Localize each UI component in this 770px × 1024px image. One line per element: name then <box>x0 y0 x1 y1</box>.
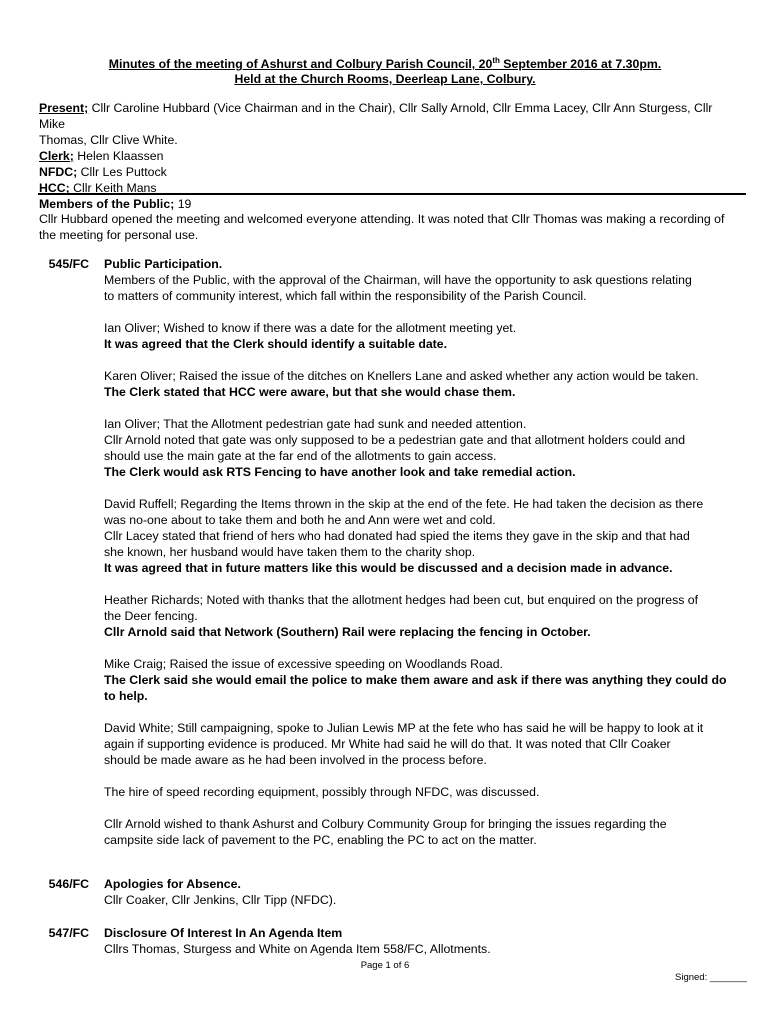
present-label: Present; <box>39 101 89 115</box>
paragraph-cllr-arnold-thanks <box>104 816 744 848</box>
text-line: campsite side lack of pavement to the PC, enabling the PC to act on the matter. <box>104 833 537 847</box>
header-divider <box>38 193 746 195</box>
text-line: to matters of community interest, which fall within the responsibility of the Parish Council. <box>104 289 587 303</box>
intro-line-1: Cllr Hubbard opened the meeting and welcomed everyone attending. It was noted that Cllr Thomas was making a recording of <box>39 212 725 226</box>
attendance-block <box>39 100 739 212</box>
page-number: Page 1 of 6 <box>360 960 410 971</box>
text-line: the Deer fencing. <box>104 609 198 623</box>
paragraph-ian-oliver-2 <box>104 416 744 480</box>
text-line: she known, her husband would have taken them to the charity shop. <box>104 545 476 559</box>
title-superscript: th <box>492 55 500 65</box>
signature-line: Signed: _______ <box>675 972 747 983</box>
resolution-line: It was agreed that the Clerk should identify a suitable date. <box>104 337 448 351</box>
paragraph-intro <box>104 272 744 304</box>
resolution-line: The Clerk stated that HCC were aware, but that she would chase them. <box>104 385 516 399</box>
clerk-label: Clerk; <box>39 149 74 163</box>
text-line: Karen Oliver; Raised the issue of the ditches on Knellers Lane and asked whether any action would be taken. <box>104 369 699 383</box>
paragraph-david-white <box>104 720 744 768</box>
item-body <box>104 256 744 864</box>
title-text-end: September 2016 at 7.30pm. <box>499 57 662 71</box>
paragraph-karen-oliver <box>104 368 744 400</box>
text-line: David White; Still campaigning, spoke to Julian Lewis MP at the fete who has said he will be happy to look at it <box>104 721 704 735</box>
text-line: Cllr Lacey stated that friend of hers who had donated had spied the items they gave in the skip and that had <box>104 529 690 543</box>
minutes-title-line2: Held at the Church Rooms, Deerleap Lane, Colbury. <box>234 72 536 86</box>
hcc-text: Cllr Keith Mans <box>69 181 157 195</box>
item-heading: Public Participation. <box>104 257 223 271</box>
clerk-text: Helen Klaassen <box>73 149 164 163</box>
title-text: Minutes of the meeting of Ashurst and Colbury Parish Council, 20 <box>108 57 493 71</box>
item-number: 545/FC <box>48 257 89 271</box>
intro-line-2: the meeting for personal use. <box>39 228 199 242</box>
hcc-label: HCC; <box>39 181 70 195</box>
text-line: The hire of speed recording equipment, possibly through NFDC, was discussed. <box>104 785 540 799</box>
text-line: Ian Oliver; That the Allotment pedestrian gate had sunk and needed attention. <box>104 417 527 431</box>
resolution-line: The Clerk would ask RTS Fencing to have another look and take remedial action. <box>104 465 576 479</box>
text-line: Cllr Arnold wished to thank Ashurst and Colbury Community Group for bringing the issues regarding the <box>104 817 667 831</box>
text-line: was no-one about to take them and both he and Ann were wet and cold. <box>104 513 496 527</box>
text-line: Ian Oliver; Wished to know if there was a date for the allotment meeting yet. <box>104 321 517 335</box>
text-line: Heather Richards; Noted with thanks that the allotment hedges had been cut, but enquired on the progress of <box>104 593 699 607</box>
present-line-2: Thomas, Cllr Clive White. <box>39 133 178 147</box>
text-line: Members of the Public, with the approval of the Chairman, will have the opportunity to ask questions relating <box>104 273 692 287</box>
item-body <box>104 876 744 908</box>
resolution-line: Cllr Arnold said that Network (Southern) Rail were replacing the fencing in October. <box>104 625 591 639</box>
text-line: again if supporting evidence is produced. Mr White had said he will do that. It was noted that Cllr Coaker <box>104 737 671 751</box>
nfdc-label: NFDC; <box>39 165 78 179</box>
item-number: 547/FC <box>48 926 89 940</box>
item-heading: Apologies for Absence. <box>104 877 241 891</box>
text-line: should use the main gate at the far end of the allotments to gain access. <box>104 449 497 463</box>
present-text: Cllr Caroline Hubbard (Vice Chairman and in the Chair), Cllr Sally Arnold, Cllr Emma Lacey, Cllr Ann Sturgess, Cllr Mike <box>39 101 713 131</box>
public-line <box>39 196 739 212</box>
item-text: Cllr Coaker, Cllr Jenkins, Cllr Tipp (NFDC). <box>104 893 337 907</box>
item-heading: Disclosure Of Interest In An Agenda Item <box>104 926 343 940</box>
paragraph-mike-craig <box>104 656 744 704</box>
public-text: 19 <box>174 197 192 211</box>
clerk-line <box>39 148 739 164</box>
item-body <box>104 925 744 957</box>
item-number: 546/FC <box>48 877 89 891</box>
item-text: Cllrs Thomas, Sturgess and White on Agenda Item 558/FC, Allotments. <box>104 942 491 956</box>
resolution-line: It was agreed that in future matters like this would be discussed and a decision made in advance. <box>104 561 673 575</box>
text-line: Mike Craig; Raised the issue of excessive speeding on Woodlands Road. <box>104 657 503 671</box>
intro-paragraph <box>39 211 744 243</box>
text-line: David Ruffell; Regarding the Items thrown in the skip at the end of the fete. He had taken the decision as there <box>104 497 704 511</box>
text-line: Cllr Arnold noted that gate was only supposed to be a pedestrian gate and that allotment holders could and <box>104 433 686 447</box>
nfdc-text: Cllr Les Puttock <box>77 165 167 179</box>
paragraph-david-ruffell <box>104 496 744 576</box>
paragraph-speed-equipment <box>104 784 744 800</box>
paragraph-heather-richards <box>104 592 744 640</box>
minutes-title-line1 <box>0 56 770 72</box>
nfdc-line <box>39 164 739 180</box>
present-line <box>39 100 739 132</box>
resolution-line: to help. <box>104 689 148 703</box>
public-label: Members of the Public; <box>39 197 175 211</box>
resolution-line: The Clerk said she would email the police to make them aware and ask if there was anything they could do <box>104 673 727 687</box>
paragraph-ian-oliver-1 <box>104 320 744 352</box>
text-line: should be made aware as he had been involved in the process before. <box>104 753 487 767</box>
